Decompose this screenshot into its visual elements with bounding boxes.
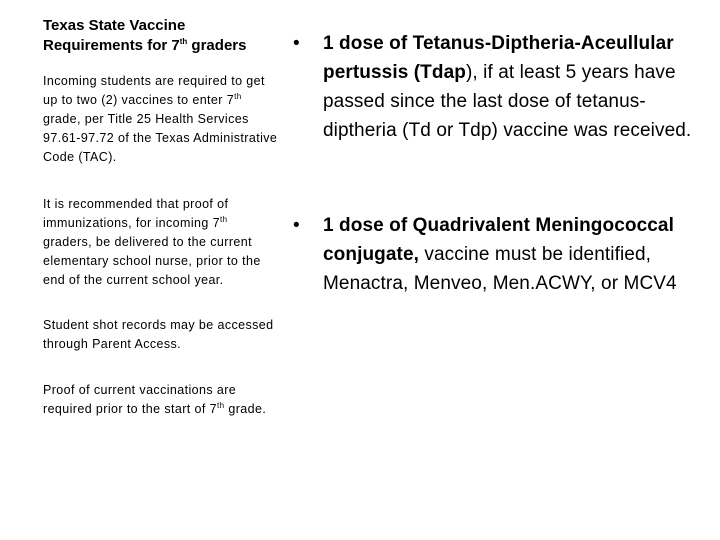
paragraph-requirements-text: Incoming students are required to get up to two (2) vaccines to enter 7 xyxy=(43,74,265,107)
paragraph-proof-required xyxy=(43,381,278,419)
bullet-item-tdap-bold: 1 dose of Tetanus-Diptheria-Aceullular pertussis (Tdap xyxy=(323,33,674,83)
bullet-item-meningococcal-text xyxy=(323,211,693,298)
paragraph-proof-required-superscript: th xyxy=(217,400,225,410)
paragraph-recommendation-text-end: graders, be delivered to the current elementary school nurse, prior to the end of the current school year. xyxy=(43,235,261,287)
paragraph-proof-required-text: Proof of current vaccinations are required prior to the start of 7 xyxy=(43,383,237,416)
paragraph-parent-access: Student shot records may be accessed through Parent Access. xyxy=(43,318,274,351)
right-column xyxy=(293,29,693,298)
bullet-item-tdap-text xyxy=(323,29,693,145)
title-superscript: th xyxy=(179,37,188,46)
bullet-icon: • xyxy=(293,215,300,236)
paragraph-recommendation-superscript: th xyxy=(219,214,228,224)
bullet-item-meningococcal-bold: 1 dose of Quadrivalent Meningococcal conjugate, xyxy=(323,215,674,265)
paragraph-proof-required-text-end: grade. xyxy=(224,402,267,416)
slide-title xyxy=(43,16,278,56)
left-column xyxy=(43,16,278,419)
paragraph-recommendation-text: It is recommended that proof of immunizations, for incoming 7 xyxy=(43,197,229,230)
paragraph-requirements-text-end: grade, per Title 25 Health Services 97.61-97.72 of the Texas Administrative Code (TAC). xyxy=(43,112,278,164)
title-tail: graders xyxy=(187,37,247,54)
paragraph-requirements-superscript: th xyxy=(234,91,242,101)
title-text: Texas State Vaccine Requirements for 7 xyxy=(43,17,186,54)
bullet-item-tdap xyxy=(293,29,693,145)
paragraph-recommendation xyxy=(43,195,278,290)
paragraph-requirements xyxy=(43,72,278,167)
bullet-item-meningococcal xyxy=(293,211,693,298)
bullet-icon: • xyxy=(293,33,300,54)
bullet-item-meningococcal-rest: vaccine must be identified, Menactra, Menveo, Men.ACWY, or MCV4 xyxy=(323,244,677,294)
bullet-item-tdap-rest: ), if at least 5 years have passed since the last dose of tetanus-diptheria (Td or Tdp) vaccine was received. xyxy=(323,62,692,141)
